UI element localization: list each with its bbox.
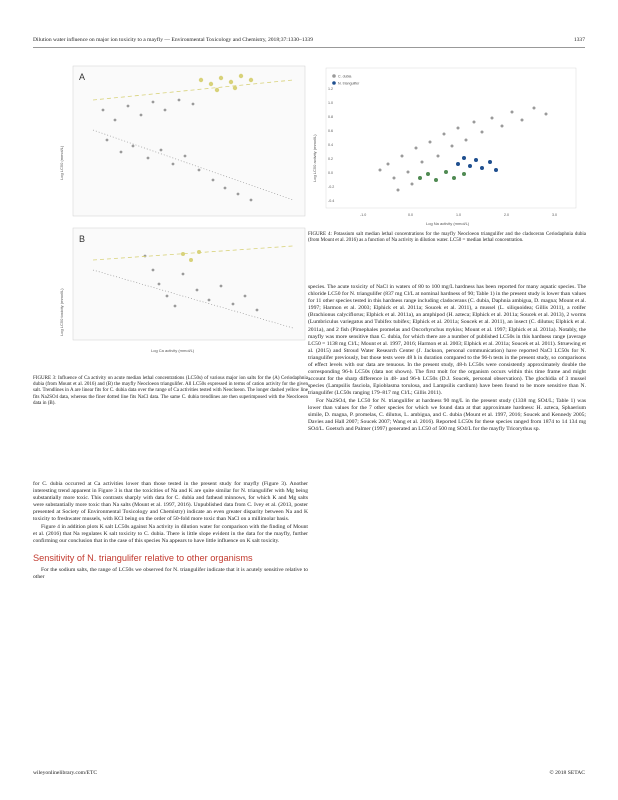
figure-3-plot [33,60,308,370]
legend-c-dubia: C. dubia [338,74,352,79]
figure-3-x-label: Log Ca activity (mmol/L) [151,348,195,353]
x-tick: -1.0 [360,213,367,217]
figure-4-x-ticks [360,213,557,217]
figure-4-plot [308,60,586,228]
panel-a-label: A [79,72,86,82]
left-paragraph-2: Figure 4 in addition plots K salt LC50s against Na activity in dilution water for comparison with the finding of Mount et al. (2016) that Na regulates K salt toxicity to C. dubia. There is little slope evident in the data for the mayfly, further confirming our conclusion that in the case of this species Na appears to have little influence on K salt toxicity. [33,523,308,544]
figure-4-x-label: Log Na activity (mmol/L) [426,221,470,226]
y-tick: -0.4 [328,199,335,203]
y-tick: 0.6 [328,129,333,133]
footer-journal-url[interactable]: wileyonlinelibrary.com/ETC [33,770,98,776]
panel-a-y-label: Log LC50 (mmol/L) [59,145,64,180]
figure-3-caption: FIGURE 3: Influence of Ca activity on acute median lethal concentrations (LC50s) of various major ion salts for the (A) Ceriodaphnia dubia (from Mount et al. 2016) and (B) the mayfly Neocloeon triangulifer. All LC50s expressed in terms of cation activity for the given salt. Trendlines in A are linear fits for C. dubia data over the range of Ca activities tested with Neocloeon. The longer dashed yellow line fits Na2SO4 data, whereas the finer dotted line fits NaCl data. The same C. dubia trendlines are then superimposed with the Neocloeon data in (B). [33,376,308,406]
y-tick: 1.0 [328,101,333,105]
panel-b-label: B [79,234,86,244]
right-column [308,284,586,433]
page-footer [33,770,585,776]
figure-3 [33,60,308,370]
figure-3-panel-a [59,66,305,216]
figure-3-panel-b [59,228,305,353]
y-tick: 0.8 [328,115,333,119]
header-rule [33,47,585,48]
right-paragraph-2: For Na2SO4, the LC50 for N. triangulifer at hardness 90 mg/L in the present study (1338 mg SO4/L; Table 1) was lower than values for the 7 other species for which we found data at that approximate hardness: H. azteca, Sphaerium simile, D. magna, P. promelas, C. dilutus, L. ambigua, and C. dubia (Mount et al. 1997, 2016; Soucek and Kennedy 2005; Davies and Hall 2007; Soucek 2007; Wang et al. 2016). Reported LC50s for these species ranged from 1874 to 14 134 mg SO4/L. Goetsch and Palmer (1997) generated an LC50 of 500 mg SO4/L for the mayfly Tricorythus sp. [308,397,586,432]
y-tick: 0.0 [328,171,333,175]
page-number: 1337 [573,37,585,43]
left-paragraph-3: For the sodium salts, the range of LC50s we observed for N. triangulifer indicate that it is acutely sensitive relative to other [33,567,308,581]
figure-4-caption: FIGURE 4: Potassium salt median lethal concentrations for the mayfly Neocloeon triangulifer and the cladoceran Ceriodaphnia dubia (from Mount et al. 2016) as a function of Na activity in dilution water. LC50 = median lethal concentration. [308,232,586,244]
x-tick: 0.0 [408,213,413,217]
figure-4 [308,60,586,228]
x-tick: 3.0 [552,213,557,217]
y-tick: 0.2 [328,157,333,161]
footer-copyright: © 2018 SETAC [549,770,585,776]
left-paragraph-1: for C. dubia occurred at Ca activities lower than those tested in the present study for mayfly (Figure 3). Another interesting trend apparent in Figure 3 is that the toxicities of Na and K are quite similar for N. triangulifer with Mg being substantially more toxic. This contrasts sharply with data for C. dubia and fathead minnows, for which K and Mg salts were substantially more toxic than Na salts (Mount et al. 1997, 2016). Unpublished data from C. Ivey et al. (2013, poster presented at Society of Environmental Toxicology and Chemistry) indicate an even greater disparity between Na and K toxicity to freshwater mussels, with KCl being on the order of 50-fold more toxic than NaCl on a millimolar basis. [33,481,308,523]
legend-n-triangulifer: N. triangulifer [338,81,360,86]
y-tick: 1.2 [328,87,333,91]
left-column [33,481,308,582]
y-tick: -0.2 [328,185,335,189]
x-tick: 1.0 [456,213,461,217]
panel-b-y-label: Log LC50 toxicity (mmol/L) [59,288,64,336]
running-header [33,37,585,43]
right-paragraph-1: species. The acute toxicity of NaCl in waters of 80 to 100 mg/L hardness has been reported for many aquatic species. The chloride LC50 for N. triangulifer (837 mg Cl/L at nominal hardness of 90; Table 1) in the present study is lower than values for 11 other species tested in this hardness range including cladocerans (C. dubia, Daphnia ambigua, D. magna; Mount et al. 1997; Harmon et al. 2003; Elphick et al. 2011a; Soucek et al. 2011), a mussel (L. siliquoidea; Gillis 2011), a rotifer (Brachionus calyciflorus; Elphick et al. 2011a), an amphipod (H. azteca; Elphick et al. 2011a; Soucek et al. 2013), 2 worms (Lumbriculus variegatus and Tubifex tubifex; Elphick et al. 2011a; Soucek et al. 2011), an insect (C. dilutus; Elphick et al. 2011a), and 2 fish (Pimephales promelas and Oncorhynchus mykiss; Mount et al. 1997; Elphick et al. 2011a). Notably, the mayfly was more sensitive than C. dubia, for which there are a number of published LC50s in this hardness range (average LC50 = 1138 mg Cl/L; Mount et al. 1997, 2016; Harmon et al. 2003; Elphick et al. 2011a; Soucek et al. 2011). Struewing et al. (2015) and Stroud Water Research Center (J. Jackson, personal communication) have reported NaCl LC50s for N. triangulifer previously, but those tests were 48 h in duration compared to the 96-h tests in the present study, so comparisons of effect levels with our data are tenuous. In the present study, 48-h LC50s were consistently approximately double the corresponding 96-h LC50s (data not shown). The first molt for the organism occurs within this time frame and might account for the sharp difference in 48- and 96-h LC50s (D.J. Soucek, personal observation). The glochidia of 3 mussel species (Lampsilis fasciola, Epioblasma torulosa, and Lampsilis cardium) have been found to be more sensitive than N. triangulifer (LC50s ranging 179–817 mg Cl/L; Gillis 2011). [308,284,586,397]
y-tick: 0.4 [328,143,333,147]
figure-4-y-label: Log LC50 activity (mmol/L) [312,134,317,182]
running-title: Dilution water influence on major ion toxicity to a mayfly — Environmental Toxicology and Chemistry, 2018;37:1330–1339 [33,37,314,43]
section-heading: Sensitivity of N. triangulifer relative to other organisms [33,552,253,563]
x-tick: 2.0 [504,213,509,217]
